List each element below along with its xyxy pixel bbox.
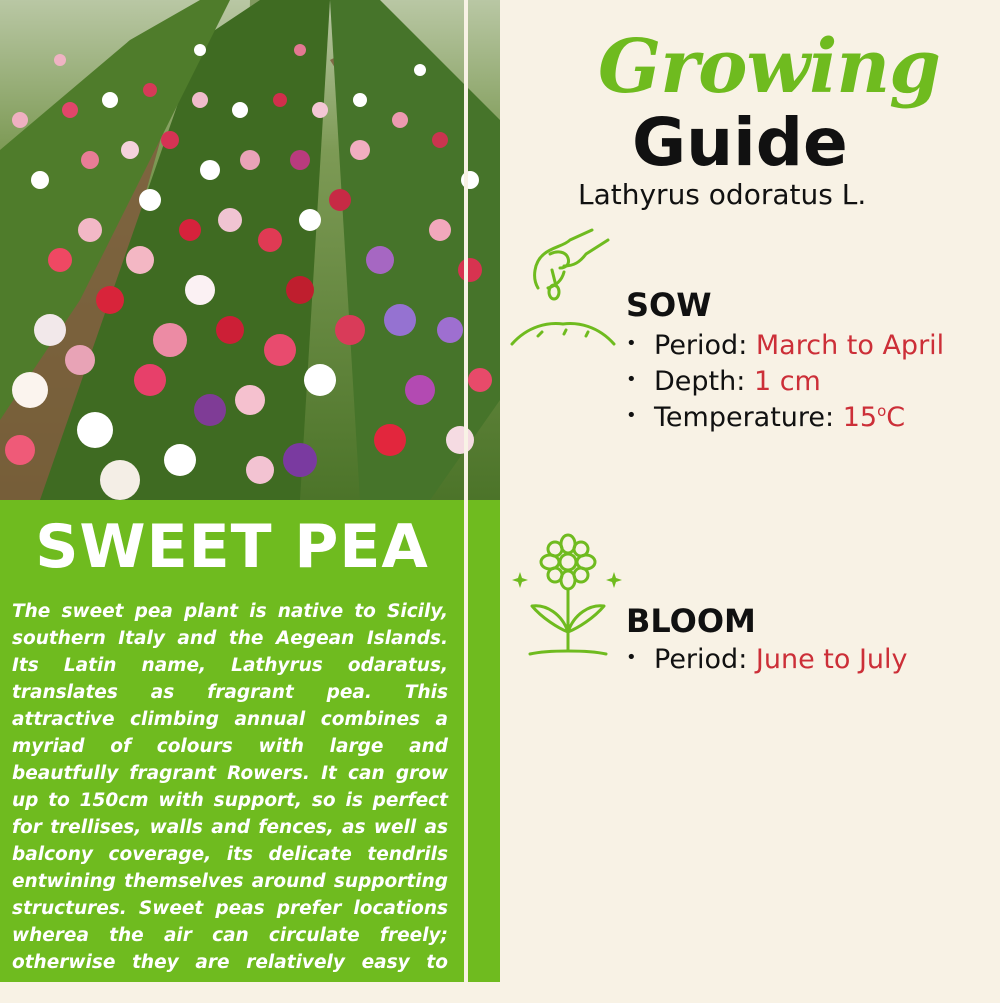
guide-title-script: Growing xyxy=(598,24,940,110)
sow-period-label: Period: xyxy=(654,330,748,361)
sow-depth xyxy=(626,366,821,397)
sweet-pea-field-photo xyxy=(0,0,500,500)
bloom-period-label: Period: xyxy=(654,644,748,675)
sow-period-value: March to April xyxy=(755,330,945,361)
product-description: The sweet pea plant is native to Sicily, southern Italy and the Aegean Islands. Its Latin name, Lathyrus odaratus, translates as fragrant pea. This attractive climbing annual combines a myriad of colours with large and beautfully fragrant Rowers. It can grow up to 150cm with support, so is perfect for trellises, walls and fences, as well as balcony coverage, its delicate tendrils entwining themselves around supporting structures. Sweet peas prefer locations wherea the air can circulate freely; otherwise they are relatively easy to xyxy=(12,601,448,973)
sow-temp-degree: o xyxy=(877,402,887,420)
sow-temp-unit: C xyxy=(886,402,906,433)
sow-period xyxy=(626,330,944,361)
guide-title-bold: Guide xyxy=(632,104,848,181)
bloom-period xyxy=(626,644,908,675)
sow-temp-value xyxy=(843,402,905,433)
sow-temp-number: 15 xyxy=(842,402,878,433)
photo-illustration xyxy=(0,0,500,500)
bloom-period-value: June to July xyxy=(755,644,908,675)
latin-name: Lathyrus odoratus L. xyxy=(578,178,867,211)
bloom-heading: BLOOM xyxy=(626,602,756,640)
hand-sowing-seed-icon xyxy=(508,226,618,355)
flower-icon xyxy=(508,532,628,671)
bottom-border xyxy=(0,982,1000,1000)
bullet: • xyxy=(626,647,637,668)
sow-depth-value: 1 cm xyxy=(753,366,821,397)
sow-temp-label: Temperature: xyxy=(654,402,835,433)
bullet: • xyxy=(626,405,637,426)
sow-depth-label: Depth: xyxy=(654,366,746,397)
sow-heading: SOW xyxy=(626,286,712,324)
sow-temperature xyxy=(626,402,905,433)
product-title: SWEET PEA xyxy=(35,512,429,582)
vertical-divider xyxy=(464,0,468,982)
left-column xyxy=(0,0,500,1000)
bullet: • xyxy=(626,369,637,390)
bullet: • xyxy=(626,333,637,354)
